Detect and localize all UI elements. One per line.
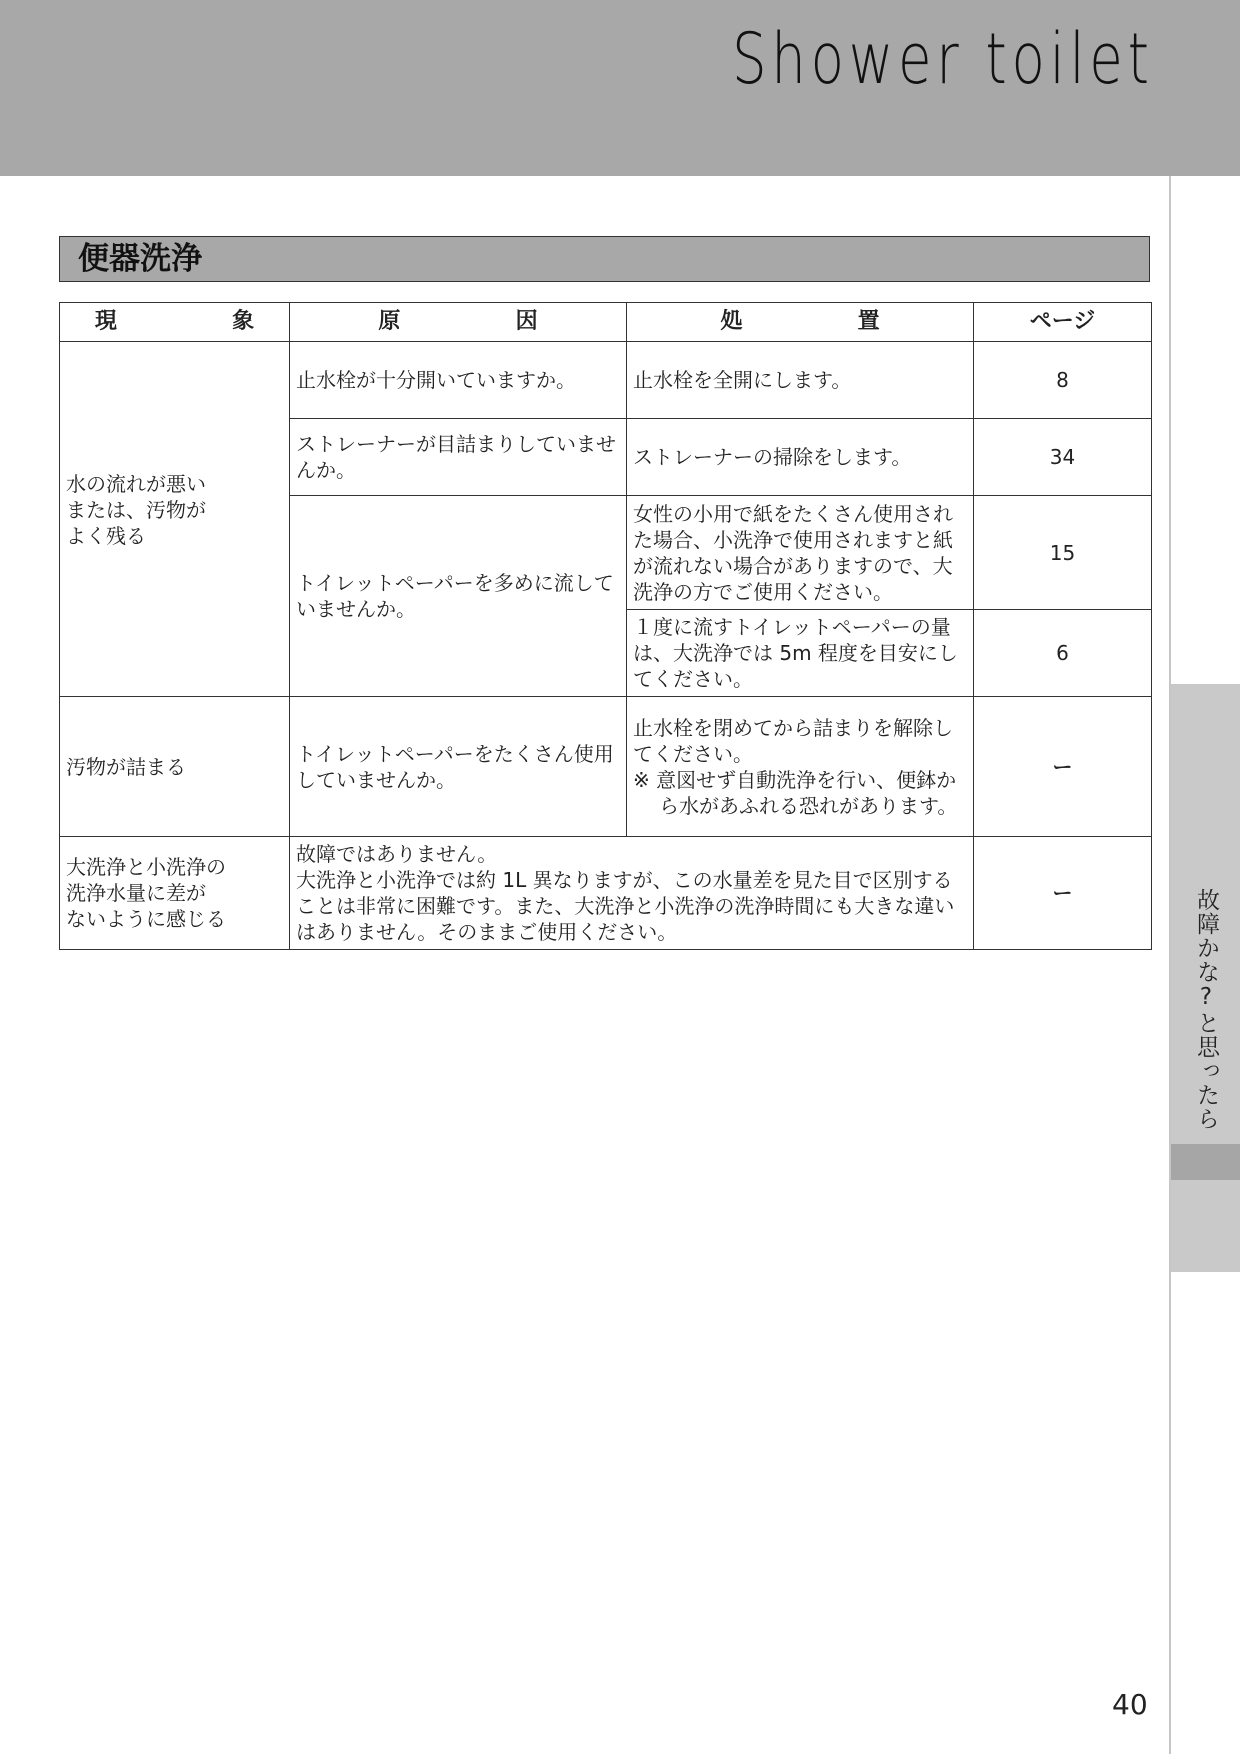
- merged-line-1: 故障ではありません。: [296, 842, 498, 866]
- troubleshooting-table: [59, 302, 1152, 950]
- side-tab-lower: [1171, 1180, 1240, 1272]
- header-page: ページ: [974, 303, 1152, 342]
- table-row: [60, 697, 1152, 837]
- header-symptom-char-2: 象: [232, 309, 255, 334]
- header-cause-char-1: 原: [378, 309, 401, 334]
- remedy-cell: ストレーナーの掃除をします。: [627, 419, 974, 496]
- remedy-cell: １度に流すトイレットペーパーの量は、大洗浄では 5m 程度を目安にしてください。: [627, 610, 974, 697]
- header-cause-char-2: 因: [515, 309, 538, 334]
- page-ref-cell: ー: [974, 697, 1152, 837]
- brand-logo: Shower toilet: [732, 18, 1154, 100]
- section-title: 便器洗浄: [59, 236, 1150, 282]
- page-ref-cell: 15: [974, 496, 1152, 610]
- header-cause: [290, 303, 627, 342]
- page-ref-cell: 6: [974, 610, 1152, 697]
- remedy-text: 止水栓を閉めてから詰まりを解除してください。: [633, 715, 953, 766]
- page-number: 40: [1112, 1688, 1148, 1721]
- remedy-cell: 女性の小用で紙をたくさん使用された場合、小洗浄で使用されますと紙が流れない場合がありますので、大洗浄の方でご使用ください。: [627, 496, 974, 610]
- symptom-poor-flow: [60, 342, 290, 697]
- cause-cell: トイレットペーパーを多めに流していませんか。: [290, 496, 627, 697]
- table-row: [60, 342, 1152, 419]
- symptom-volume-difference: [60, 837, 290, 950]
- page-ref-cell: ー: [974, 837, 1152, 950]
- merged-line-2: 大洗浄と小洗浄では約 1L 異なりますが、この水量差を見た目で区別することは非常に困難です。また、大洗浄と小洗浄の洗浄時間にも大きな違いはありません。そのままご使用ください。: [296, 868, 955, 944]
- header-remedy-char-1: 処: [720, 309, 743, 334]
- table-header-row: [60, 303, 1152, 342]
- side-tab-marker: [1171, 1144, 1240, 1180]
- header-symptom-char-1: 現: [94, 309, 117, 334]
- table-row: [60, 837, 1152, 950]
- symptom-text: 大洗浄と小洗浄の 洗浄水量に差が ないように感じる: [66, 855, 226, 931]
- header-remedy: [627, 303, 974, 342]
- remedy-note: ※ 意図せず自動洗浄を行い、便鉢から水があふれる恐れがあります。: [633, 767, 958, 818]
- header-remedy-char-2: 置: [857, 309, 880, 334]
- symptom-text: 水の流れが悪い または、汚物が よく残る: [66, 472, 206, 548]
- side-tab-label: 故障かな?と思ったら: [1193, 888, 1219, 1131]
- symptom-clogging: 汚物が詰まる: [60, 697, 290, 837]
- page-ref-cell: 8: [974, 342, 1152, 419]
- cause-cell: ストレーナーが目詰まりしていませんか。: [290, 419, 627, 496]
- merged-cause-remedy-cell: [290, 837, 974, 950]
- cause-cell: 止水栓が十分開いていますか。: [290, 342, 627, 419]
- remedy-cell: 止水栓を全開にします。: [627, 342, 974, 419]
- cause-cell: トイレットペーパーをたくさん使用していませんか。: [290, 697, 627, 837]
- header-symptom: [60, 303, 290, 342]
- remedy-cell: [627, 697, 974, 837]
- page-ref-cell: 34: [974, 419, 1152, 496]
